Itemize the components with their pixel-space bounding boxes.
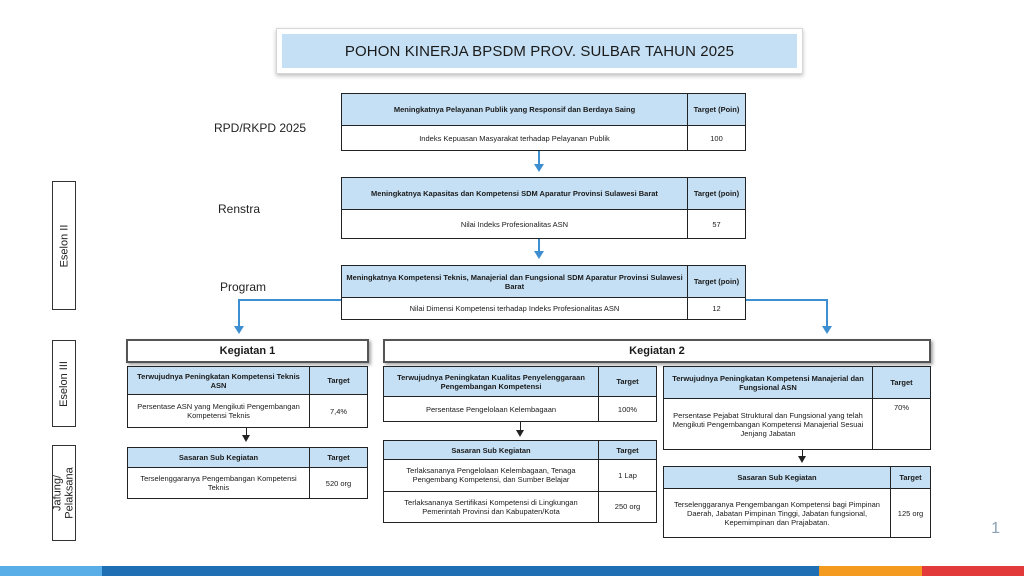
renstra-target: 57 [688,210,746,239]
kegiatan-2-left-indicator: Persentase Pengelolaan Kelembagaan [384,397,599,422]
kegiatan-2-left-sub-box [383,440,657,523]
eselon-3-box [52,340,76,427]
level-label-renstra: Renstra [218,202,261,216]
arrow-down-icon [534,164,544,172]
kegiatan-2-right-sub-box [663,466,931,538]
kegiatan-2-left-goal: Terwujudnya Peningkatan Kualitas Penyelenggaraan Pengembangan Kompetensi [384,367,599,397]
kegiatan-2-left-box [383,366,657,422]
rpd-goal: Meningkatnya Pelayanan Publik yang Responsif dan Berdaya Saing [342,94,688,126]
kegiatan-1-sub-box [127,447,368,499]
kegiatan-2-right-target-header: Target [873,367,931,399]
kegiatan-1-header: Kegiatan 1 [126,339,369,363]
rpd-target-header: Target (Poin) [688,94,746,126]
page-number: 1 [991,520,1000,537]
renstra-target-header: Target (poin) [688,178,746,210]
kegiatan-2-left-target-header: Target [599,367,657,397]
arrow-down-icon [798,456,806,463]
program-target: 12 [688,298,746,320]
program-target-header: Target (poin) [688,266,746,298]
page-title: POHON KINERJA BPSDM PROV. SULBAR TAHUN 2025 [282,34,797,68]
level-label-rpd: RPD/RKPD 2025 [214,121,307,135]
arrow-down-icon [234,326,244,334]
kegiatan-2-right-sub-indicator: Terselenggaranya Pengembangan Kompetensi bagi Pimpinan Daerah, Jabatan Pimpinan Tinggi, Jabatan fungsional, Kepemimpinan dan Prajabatan. [664,489,891,538]
program-indicator: Nilai Dimensi Kompetensi terhadap Indeks Profesionalitas ASN [342,298,688,320]
kegiatan-1-indicator: Persentase ASN yang Mengikuti Pengembangan Kompetensi Teknis [128,395,310,428]
arrow-down-icon [516,430,524,437]
kegiatan-1-sub-target: 520 org [310,468,368,499]
kegiatan-2-left-target: 100% [599,397,657,422]
kegiatan-1-box [127,366,368,428]
level-label-program: Program [220,280,267,294]
rpd-target: 100 [688,126,746,151]
renstra-goal: Meningkatnya Kapasitas dan Kompetensi SDM Aparatur Provinsi Sulawesi Barat [342,178,688,210]
kegiatan-2-left-sub-target-header: Target [599,441,657,460]
arrow-down-icon [242,435,250,442]
program-goal: Meningkatnya Kompetensi Teknis, Manajerial dan Fungsional SDM Aparatur Provinsi Sulawesi Barat [342,266,688,298]
kegiatan-1-sub-header: Sasaran Sub Kegiatan [128,448,310,468]
renstra-box [341,177,746,239]
kegiatan-2-right-sub-target: 125 org [891,489,931,538]
kegiatan-1-target: 7,4% [310,395,368,428]
footer-color-band [0,566,1024,576]
eselon-3-label: Eselon III [58,360,71,407]
kegiatan-2-right-target: 70% [873,399,931,450]
kegiatan-2-right-sub-target-header: Target [891,467,931,489]
kegiatan-2-header: Kegiatan 2 [383,339,931,363]
kegiatan-2-left-sub-row-2-indicator: Terlaksananya Sertifikasi Kompetensi di Lingkungan Pemerintah Provinsi dan Kabupaten/Kota [384,491,599,523]
kegiatan-1-sub-target-header: Target [310,448,368,468]
kegiatan-1-target-header: Target [310,367,368,395]
arrow-down-icon [822,326,832,334]
kegiatan-2-right-sub-header: Sasaran Sub Kegiatan [664,467,891,489]
kegiatan-2-left-sub-row-1-target: 1 Lap [599,460,657,492]
kegiatan-2-left-sub-row-1-indicator: Terlaksananya Pengelolaan Kelembagaan, Tenaga Pengembang Kompetensi, dan Sumber Belajar [384,460,599,492]
arrow-down-icon [534,251,544,259]
kegiatan-2-right-goal: Terwujudnya Peningkatan Kompetensi Manajerial dan Fungsional ASN [664,367,873,399]
jafung-box [52,445,76,541]
kegiatan-2-left-sub-header: Sasaran Sub Kegiatan [384,441,599,460]
eselon-2-box [52,181,76,310]
renstra-indicator: Nilai Indeks Profesionalitas ASN [342,210,688,239]
rpd-box [341,93,746,151]
kegiatan-1-goal: Terwujudnya Peningkatan Kompetensi Teknis ASN [128,367,310,395]
program-box [341,265,746,320]
rpd-indicator: Indeks Kepuasan Masyarakat terhadap Pelayanan Publik [342,126,688,151]
title-banner [276,28,803,74]
kegiatan-2-right-box [663,366,931,450]
kegiatan-2-left-sub-row-2-target: 250 org [599,491,657,523]
jafung-label: Jafung/ Pelaksana [52,467,76,519]
eselon-2-label: Eselon II [58,224,70,267]
kegiatan-2-right-indicator: Persentase Pejabat Struktural dan Fungsional yang telah Mengikuti Pengembangan Kompetensi Manajerial Sesuai Jenjang Jabatan [664,399,873,450]
kegiatan-1-sub-indicator: Terselenggaranya Pengembangan Kompetensi Teknis [128,468,310,499]
